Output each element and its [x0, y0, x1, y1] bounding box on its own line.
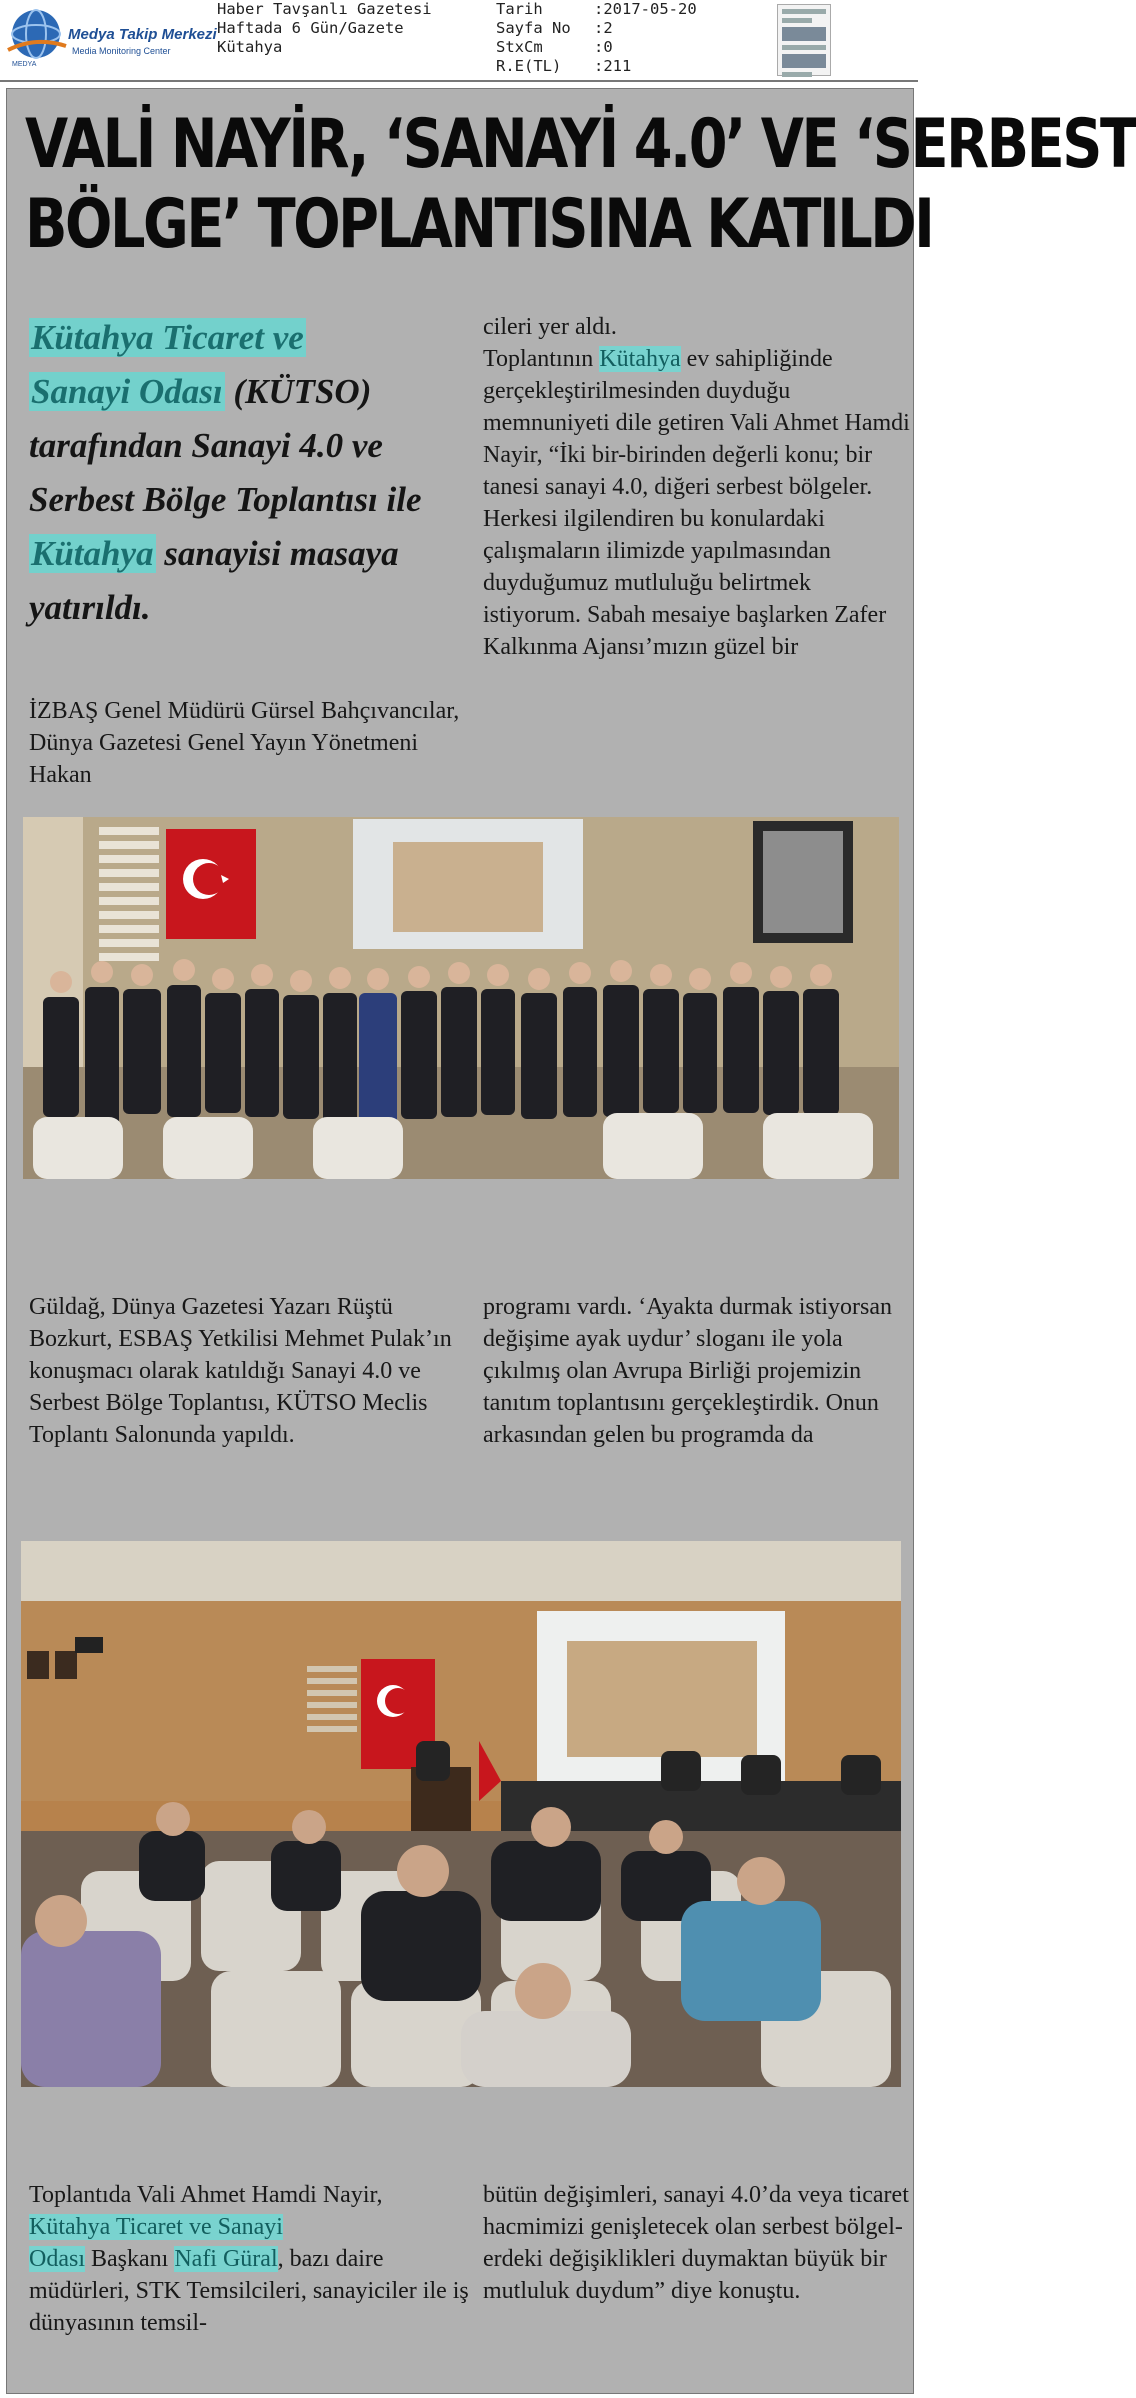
meta-value: :0 — [594, 38, 613, 56]
article-clipping — [6, 88, 1136, 2394]
logo-mini-text: MEDYA — [12, 61, 37, 68]
clipping-meta — [496, 0, 697, 76]
logo-subtitle: Media Monitoring Center — [72, 46, 171, 56]
body-block-3-left — [29, 2179, 469, 2339]
body-text: cileri yer aldı. — [483, 314, 617, 340]
body-highlight-chamber-2: Odası — [29, 2246, 85, 2272]
meta-value: :2017-05-20 — [594, 0, 697, 18]
lead-text: (KÜTSO) tarafından Sanayi 4.0 ve Serbest Bölge Toplantısı ile — [29, 372, 422, 519]
meta-value: :2 — [594, 19, 613, 37]
group-photo — [23, 817, 899, 1179]
body-block-2-left: Güldağ, Dünya Gazetesi Yazarı Rüştü Bozkurt, ESBAŞ Yetkilisi Mehmet Pulak’ın konuşmacı olarak katıldığı Sanayi 4.0 ve Serbest Bölge Toplantısı, KÜTSO Meclis Toplantı Salonunda yapıldı. — [29, 1294, 452, 1448]
meta-row-date — [496, 0, 697, 19]
body-block-3-right: bütün değişimleri, sanayi 4.0’da veya ticaret hacmimizi genişletecek olan serbest bölgel-erdeki değişiklikleri duymaktan büyük bir mutluluk duydum” diye konuştu. — [483, 2182, 909, 2304]
body-block-1-right — [483, 311, 913, 663]
headline-line-1: VALİ NAYİR, ‘SANAYİ 4.0’ VE ‘SERBEST — [25, 105, 1136, 184]
lead-highlight-chamber: Kütahya Ticaret ve — [31, 318, 304, 357]
speaker-box — [75, 1637, 103, 1653]
body-highlight-president: Nafi Güral — [174, 2246, 278, 2272]
meeting-hall-photo — [21, 1541, 901, 2087]
logo-name: Medya Takip Merkezi — [68, 26, 217, 43]
body-text: Başkanı — [85, 2246, 175, 2272]
meta-row-stxcm — [496, 38, 697, 57]
globe-icon — [6, 6, 68, 68]
source-frequency: Haftada 6 Gün/Gazete — [217, 19, 404, 37]
body-text: , bazı daire müdürleri, STK Temsilcileri, sanayiciler ile iş dünyasının temsil- — [29, 2246, 469, 2336]
clipping-header — [0, 0, 918, 82]
headline-line-2: BÖLGE’ TOPLANTISINA KATILDI — [25, 185, 933, 264]
page-thumbnail[interactable] — [777, 4, 831, 76]
lead-highlight-city: Kütahya — [31, 534, 154, 573]
meta-key: Sayfa No — [496, 19, 571, 37]
lead-highlight-chamber-2: Sanayi Odası — [31, 372, 223, 411]
article-lead — [29, 311, 449, 635]
body-highlight-city: Kütahya — [599, 346, 681, 372]
source-city: Kütahya — [217, 38, 283, 56]
meta-row-ad-value — [496, 57, 697, 76]
meta-value: :211 — [594, 57, 632, 75]
media-monitoring-logo — [6, 6, 216, 68]
meta-key: R.E(TL) — [496, 57, 562, 75]
body-text: Toplantının — [483, 346, 600, 372]
body-block-1-left: İZBAŞ Genel Müdürü Gürsel Bahçıvancılar, Dünya Gazetesi Genel Yayın Yönetmeni Hakan — [29, 698, 460, 788]
meta-key: StxCm — [496, 38, 543, 56]
body-highlight-chamber: Kütahya Ticaret ve Sanayi — [29, 2214, 283, 2240]
article-headline — [25, 105, 1136, 265]
meta-key: Tarih — [496, 0, 543, 18]
meta-row-page — [496, 19, 697, 38]
body-block-2-right: programı vardı. ‘Ayakta durmak istiyorsan değişime ayak uydur’ sloganı ile yola çıkılmış olan Avrupa Birliği projemizin tanıtım toplantısını gerçekleştirdik. Onun arkasından gelen bu programda da — [483, 1294, 893, 1448]
body-text: Toplantıda Vali Ahmet Hamdi Nayir, — [29, 2182, 383, 2208]
lead-text-end: sanayisi masaya yatırıldı. — [29, 534, 399, 627]
source-name: Haber Tavşanlı Gazetesi — [217, 0, 432, 18]
body-text: ev sahipliğinde gerçekleştirilmesinden duyduğu memnuniyeti dile getiren Vali Ahmet Hamdi Nayir, “İki bir-birinden değerli konu; bir tanesi sanayi 4.0, diğeri serbest bölgeler. Herkesi ilgilendiren bu konulardaki çalışmaların ilimizde yapılmasından duyduğumuz mutluluğu belirtmek istiyorum. Sabah mesaiye başlarken Zafer Kalkınma Ajansı’mızın güzel bir — [483, 346, 910, 660]
source-info — [217, 0, 432, 57]
